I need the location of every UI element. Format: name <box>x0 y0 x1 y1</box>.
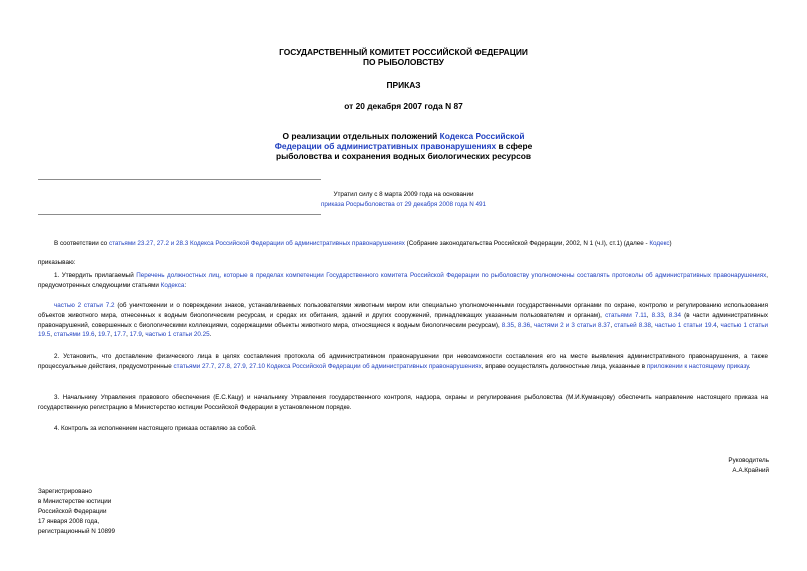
registration-line: Зарегистрировано <box>38 488 92 495</box>
kodeks-link[interactable]: Кодекс <box>649 240 670 247</box>
doc-date-number: от 20 декабря 2007 года N 87 <box>344 101 463 111</box>
signatory-name: А.А.Крайний <box>732 467 769 474</box>
separator: , <box>141 331 146 339</box>
separator: , <box>530 321 535 329</box>
org-name-line2: ПО РЫБОЛОВСТВУ <box>363 57 444 67</box>
officials-list-link[interactable]: Перечень должностных лиц, которые в пределах компетенции Государственного комитета Российской Федерации по рыболовству уполномочены составлять протоколы об административных правонарушениях <box>136 272 767 279</box>
intro-text-mid: (Собрание законодательства Российской Федерации, 2002, N 1 (ч.I), ст.1) (далее - <box>404 240 650 247</box>
intro-text: В соответствии со <box>54 240 109 247</box>
article-link[interactable]: 8.34 <box>668 311 682 319</box>
article-link[interactable]: частями 2 и 3 статьи 8.37 <box>534 321 611 329</box>
article-link[interactable]: частью 1 статьи 19.5 <box>38 321 769 339</box>
article-link[interactable]: статьями 19.6 <box>53 331 95 339</box>
article-link[interactable]: 17.7 <box>113 331 127 339</box>
separator: , <box>646 311 652 319</box>
article-link[interactable]: 8.35 <box>501 321 515 329</box>
intro-articles-link[interactable]: статьями 23.27, 27.2 и 28.3 Кодекса Российской Федерации об административных правонарушениях <box>108 240 405 247</box>
kodeks-link-2[interactable]: Кодекса <box>160 281 185 289</box>
p1-text-mid: , предусмотренных следующими статьями <box>38 272 769 289</box>
p1a-end: . <box>209 331 212 339</box>
validity-note-line2 <box>0 200 807 209</box>
doc-title-text-end: в сфере рыболовства и сохранения водных биологических ресурсов <box>275 141 533 161</box>
separator: , <box>126 331 130 339</box>
paragraph-2 <box>38 352 768 372</box>
paragraph-1 <box>38 271 768 291</box>
repeal-order-link[interactable]: приказа Росрыболовства от 29 декабря 2008 года N 491 <box>320 201 487 208</box>
article-link[interactable]: 8.33 <box>651 311 664 319</box>
kodeks-title-link[interactable]: Кодекса Российской Федерации об административных правонарушениях <box>274 131 525 151</box>
divider-bottom <box>38 214 321 215</box>
article-link[interactable]: 17.9 <box>129 331 142 339</box>
article-link[interactable]: частью 1 статьи 19.4 <box>654 321 717 329</box>
validity-note: Утратил силу с 8 марта 2009 года на основании <box>333 191 474 198</box>
divider-top <box>38 179 321 180</box>
p1a-text: (об уничтожении и о повреждении знаков, устанавливаемых пользователями животным миром или специально уполномоченными государственными органами по охране, контролю и регулированию использования объектов животного мира, отнесенных к водным биологическим ресурсам, и средах их обитания, зданий и других сооружений, принадлежащих указанным пользователям и органам), <box>38 302 768 319</box>
separator: , <box>94 331 99 339</box>
article-link[interactable]: 8.36 <box>517 321 531 329</box>
signatory-position: Руководитель <box>728 457 769 464</box>
doc-title <box>258 131 549 161</box>
order-word: приказываю: <box>38 259 76 266</box>
separator: , <box>663 311 669 319</box>
article-link[interactable]: частью 1 статьи 20.25 <box>145 331 210 339</box>
registration-line: в Министерстве юстиции <box>38 498 112 505</box>
intro-paragraph <box>38 239 768 249</box>
registration-line: Российской Федерации <box>38 508 107 515</box>
doc-type: ПРИКАЗ <box>386 80 421 90</box>
separator: , <box>110 331 114 339</box>
intro-text-end: ) <box>669 240 672 247</box>
paragraph-3: 3. Начальнику Управления правового обеспечения (Е.С.Кацу) и начальнику Управления государственного контроля, надзора, охраны и регулирования рыболовства (М.И.Куманцову) обеспечить направление настоящего приказа на государственную регистрацию в Министерство юстиции Российской Федерации в установленном порядке. <box>38 394 768 411</box>
separator: , <box>50 331 54 339</box>
doc-title-text: О реализации отдельных положений <box>282 131 440 141</box>
separator: , <box>651 321 655 329</box>
registration-date: 17 января 2008 года, <box>38 518 100 525</box>
org-name-line1: ГОСУДАРСТВЕННЫЙ КОМИТЕТ РОССИЙСКОЙ ФЕДЕРАЦИИ <box>279 47 528 57</box>
paragraph-4: 4. Контроль за исполнением настоящего приказа оставляю за собой. <box>54 425 257 432</box>
p2-text-end: . <box>748 362 751 370</box>
separator: , <box>716 321 721 329</box>
article-link[interactable]: 19.7 <box>98 331 111 339</box>
article-link[interactable]: статьями 7.11 <box>605 311 647 319</box>
appendix-link[interactable]: приложении к настоящему приказу <box>646 362 749 370</box>
registration-number: регистрационный N 10899 <box>38 528 116 535</box>
separator: , <box>610 321 615 329</box>
separator: , <box>514 321 518 329</box>
p1a-text-2: (в части административных правонарушений, совершенных с биологическими коллекциями, содержащими объекты животного мира, относящиеся к водным биологическим ресурсам), <box>38 311 769 329</box>
article-link[interactable]: статьей 8.38 <box>614 321 652 329</box>
p2-text-mid: , вправе осуществлять должностные лица, указанные в <box>481 362 647 370</box>
p1-text: 1. Утвердить прилагаемый <box>54 272 137 279</box>
articles-27-link[interactable]: статьями 27.7, 27.8, 27.9, 27.10 Кодекса Российской Федерации об административных правонарушениях <box>173 362 482 370</box>
article-link[interactable]: частью 2 статьи 7.2 <box>54 302 115 309</box>
p2-text: 2. Установить, что доставление физического лица в целях составления протокола об административном правонарушении при невозможности составления его на месте выявления административного правонарушения, а также процессуальные действия, предусмотренные <box>38 353 768 370</box>
paragraph-1-articles <box>38 301 768 340</box>
p1-text-end: : <box>184 281 187 289</box>
